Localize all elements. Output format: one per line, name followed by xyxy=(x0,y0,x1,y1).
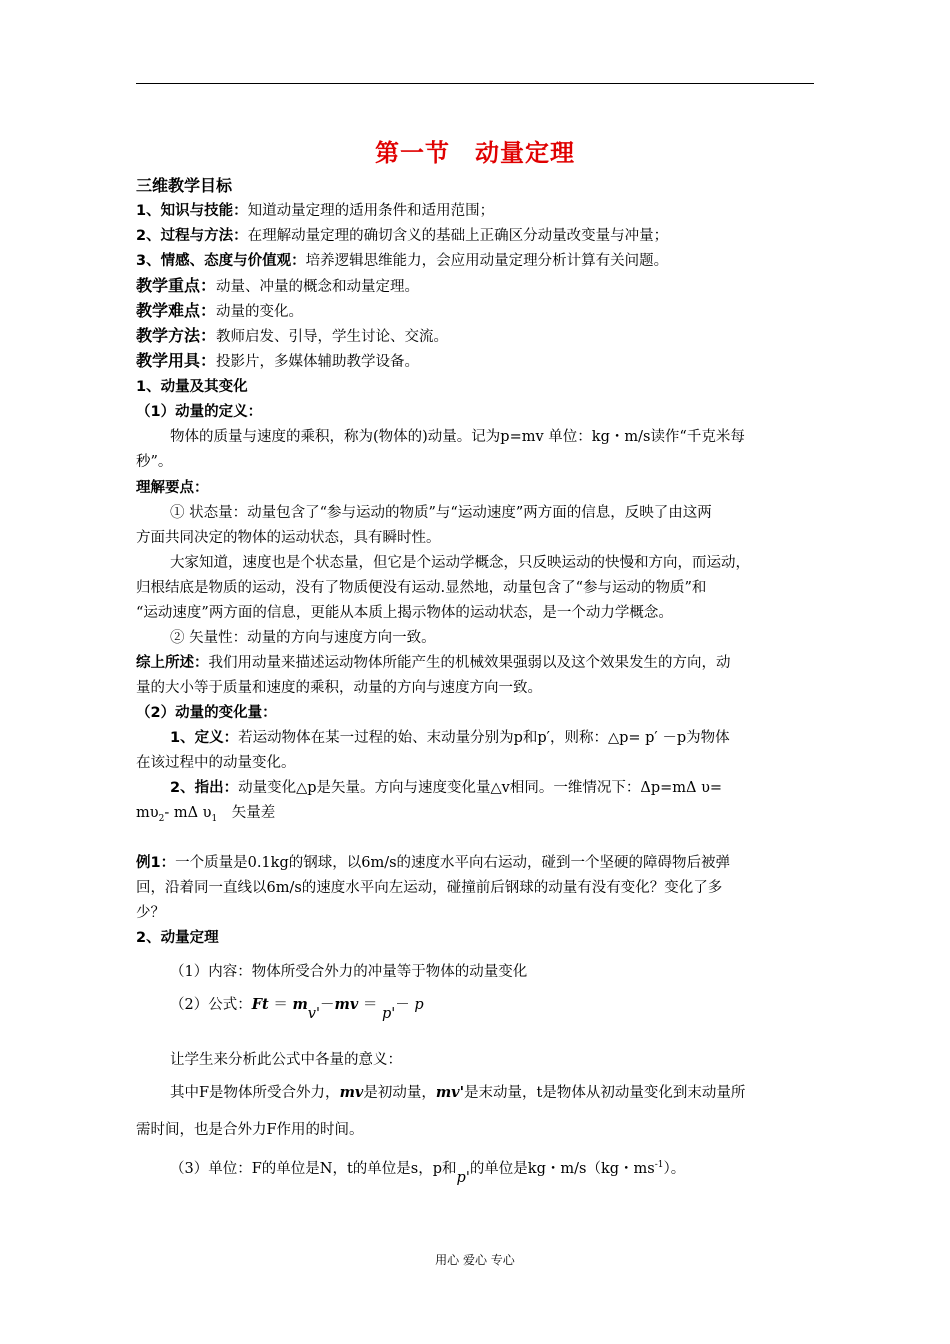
summary-line-2: 量的大小等于质量和速度的乘积，动量的方向与速度方向一致。 xyxy=(136,680,542,696)
analyze-prompt: 让学生来分析此公式中各量的意义： xyxy=(170,1052,402,1068)
example-line-1: 例1：一个质量是0.1kg的钢球，以6m/s的速度水平向右运动，碰到一个坚硬的障碍物后被弹 xyxy=(136,855,731,871)
unit-line: （3）单位：F的单位是N，t的单位是s，p和p'的单位是kg・m/s（kg・$ms^{-1}$）。 xyxy=(170,1160,686,1186)
theorem-content: （1）内容：物体所受合外力的冲量等于物体的动量变化 xyxy=(170,964,528,980)
page-footer: 用心 爱心 专心 xyxy=(435,1253,515,1267)
explanation-line-2: 归根结底是物质的运动，没有了物质便没有运动.显然地，动量包含了“参与运动的物质”和 xyxy=(136,580,707,596)
change-definition-line-2: 在该过程中的动量变化。 xyxy=(136,755,296,771)
goal-knowledge: 1、知识与技能：知道动量定理的适用条件和适用范围； xyxy=(136,203,495,219)
state-quantity-line-2: 方面共同决定的物体的运动状态，具有瞬时性。 xyxy=(136,530,441,546)
point-out-line-2: $m\upsilon_2-$ mΔ $\upsilon_1$ 矢量差 xyxy=(136,805,276,824)
theorem-formula: （2）公式：Ft ＝ mv'－mv ＝ p'－ p xyxy=(170,996,424,1022)
teaching-tools: 教学用具：投影片，多媒体辅助教学设备。 xyxy=(136,351,420,370)
header-rule xyxy=(136,83,814,84)
teaching-difficulty: 教学难点：动量的变化。 xyxy=(136,301,304,320)
meaning-line-2: 需时间，也是合外力F作用的时间。 xyxy=(136,1122,364,1138)
section-2-title: 2、动量定理 xyxy=(136,930,219,946)
definition-line-1: 物体的质量与速度的乘积，称为(物体的)动量。记为p=mv 单位：kg・m/s读作“千克米每 xyxy=(170,429,745,445)
definition-line-2: 秒”。 xyxy=(136,454,173,470)
explanation-line-1: 大家知道，速度也是个状态量，但它是个运动学概念，只反映运动的快慢和方向，而运动， xyxy=(170,555,750,571)
goal-process: 2、过程与方法：在理解动量定理的确切含义的基础上正确区分动量改变量与冲量； xyxy=(136,228,669,244)
key-points-label: 理解要点： xyxy=(136,480,209,496)
vector-property: ② 矢量性：动量的方向与速度方向一致。 xyxy=(170,630,436,646)
summary-line-1: 综上所述：我们用动量来描述运动物体所能产生的机械效果强弱以及这个效果发生的方向，动 xyxy=(136,655,731,671)
teaching-key: 教学重点：动量、冲量的概念和动量定理。 xyxy=(136,276,420,295)
page-title: 第一节 动量定理 xyxy=(375,139,575,167)
change-definition-line-1: 1、定义：若运动物体在某一过程的始、末动量分别为p和p′，则称：△p= p′ －p为物体 xyxy=(170,730,730,746)
goal-emotion: 3、情感、态度与价值观：培养逻辑思维能力，会应用动量定理分析计算有关问题。 xyxy=(136,253,669,269)
section-heading: 三维教学目标 xyxy=(136,176,233,195)
state-quantity-line-1: ① 状态量：动量包含了“参与运动的物质”与“运动速度”两方面的信息，反映了由这两 xyxy=(170,505,712,521)
explanation-line-3: “运动速度”两方面的信息，更能从本质上揭示物体的运动状态，是一个动力学概念。 xyxy=(136,605,673,621)
meaning-line-1: 其中F是物体所受合外力，mv是初动量，mv'是末动量，t是物体从初动量变化到末动量所 xyxy=(170,1084,746,1101)
example-line-2: 回，沿着同一直线以6m/s的速度水平向左运动，碰撞前后钢球的动量有没有变化？变化了多 xyxy=(136,880,723,896)
point-out-line-1: 2、指出：动量变化△p是矢量。方向与速度变化量△v相同。一维情况下：Δp=mΔ υ= xyxy=(170,780,723,796)
example-line-3: 少？ xyxy=(136,905,165,921)
section-1-title: 1、动量及其变化 xyxy=(136,379,248,395)
subsection-change: （2）动量的变化量： xyxy=(136,705,277,721)
teaching-method: 教学方法：教师启发、引导，学生讨论、交流。 xyxy=(136,326,449,345)
subsection-definition: （1）动量的定义： xyxy=(136,404,263,420)
